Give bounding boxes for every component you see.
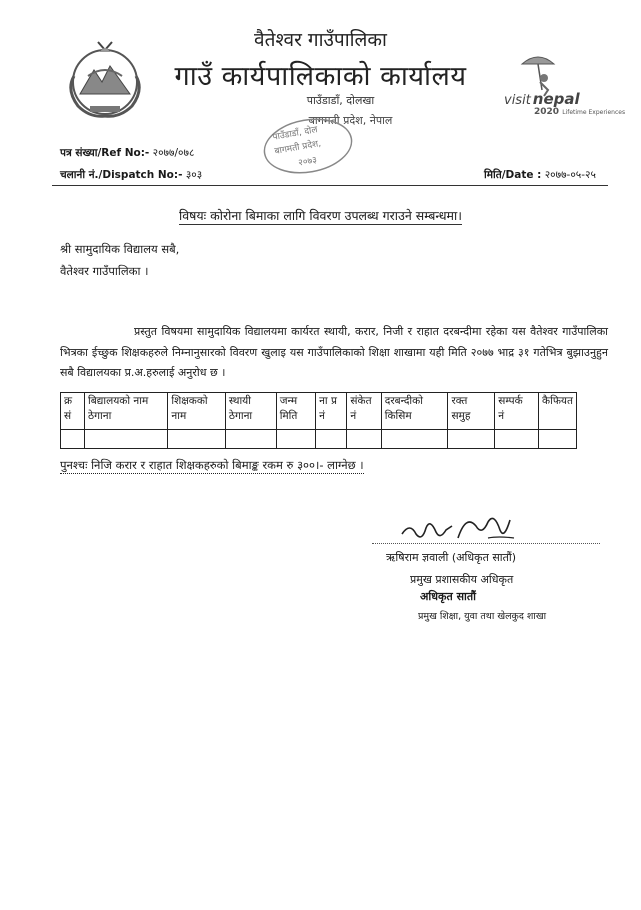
address-line2: बागमती प्रदेश, नेपाल <box>308 114 393 127</box>
visit-nepal-year: 2020 <box>534 107 560 117</box>
stamp-line2: बागमती प्रदेश, <box>273 138 322 157</box>
org-name-line2: गाउँ कार्यपालिकाको कार्यालय <box>174 61 467 92</box>
col-permanent-address: स्थायी ठेगाना <box>225 393 276 430</box>
signatory-name: ऋषिराम ज्ञवाली (अधिकृत सातौं) <box>386 551 517 564</box>
letter-subject <box>0 207 641 224</box>
ref-value: २०७७/०७८ <box>152 147 195 159</box>
signature-line <box>372 543 600 544</box>
dispatch-value: ३०३ <box>185 169 203 181</box>
signatory-title: प्रमुख प्रशासकीय अधिकृत <box>410 573 514 586</box>
dispatch-label: चलानी नं./Dispatch No:- <box>60 169 183 181</box>
col-dob: जन्म मिति <box>276 393 315 430</box>
header-divider <box>52 185 608 186</box>
signatory-department: प्रमुख शिक्षा, युवा तथा खेलकुद शाखा <box>418 611 547 622</box>
table-row <box>61 430 577 449</box>
address-line1: पाउँडाडाँ, दोलखा <box>306 94 375 107</box>
col-blood-group: रक्त समुह <box>448 393 495 430</box>
letter-date <box>484 168 596 182</box>
dispatch-number <box>60 168 202 182</box>
stamp-line1: पाउँडाडाँ, दोल <box>271 125 319 143</box>
col-teacher-name: शिक्षकको नाम <box>168 393 225 430</box>
table-header-row <box>61 393 577 430</box>
signatory-stamp-rank: अधिकृत सातौं <box>420 590 476 603</box>
ref-label: पत्र संख्या/Ref No:- <box>60 147 150 159</box>
col-post-type: दरबन्दीको किसिम <box>381 393 448 430</box>
signature-scribble <box>396 508 526 546</box>
office-stamp <box>258 118 358 176</box>
postscript <box>60 458 364 473</box>
date-label: मिति/Date : <box>484 169 542 181</box>
postscript-text: पुनश्चः निजि करार र राहात शिक्षकहरुको बिमाङ्क रकम रु ३००।- लाग्नेछ । <box>60 458 364 472</box>
col-code-no: संकेत नं <box>347 393 381 430</box>
ref-number <box>60 146 194 160</box>
col-contact-no: सम्पर्क नं <box>495 393 539 430</box>
col-remarks: कैफियत <box>539 393 577 430</box>
body-paragraph: प्रस्तुत विषयमा सामुदायिक विद्यालयमा कार्यरत स्थायी, करार, निजी र राहात दरबन्दीमा रहेका यस वैतेश्वर गाउँपालिका भित्रका ईच्छुक शिक्षकहरुले निम्नानुसारको विवरण खुलाइ यस गाउँपालिकाको शिक्षा शाखामा यही मिति २०७७ भाद्र ३१ गतेभित्र बुझाउनुहुन सबै विद्यालयका प्र.अ.हरुलाई अनुरोध छ । <box>60 325 608 379</box>
visit-word: visit <box>504 93 531 108</box>
recipient-line1: श्री सामुदायिक विद्यालय सबै, <box>60 242 180 256</box>
recipient-line2: वैतेश्वर गाउँपालिका । <box>60 264 149 278</box>
subject-text: विषयः कोरोना बिमाका लागि विवरण उपलब्ध गराउने सम्बन्धमा। <box>178 208 463 223</box>
date-value: २०७७-०५-२५ <box>544 169 596 181</box>
col-citizenship-no: ना प्र नं <box>316 393 347 430</box>
stamp-line3: २०७३ <box>297 155 318 169</box>
col-school: बिद्यालयको नाम ठेगाना <box>85 393 168 430</box>
nepal-word: nepal <box>532 90 580 108</box>
org-name-line1: वैतेश्वर गाउँपालिका <box>254 29 387 51</box>
col-serial: क्र सं <box>61 393 85 430</box>
teacher-details-table <box>60 392 577 449</box>
visit-nepal-tagline: Lifetime Experiences <box>562 109 626 116</box>
